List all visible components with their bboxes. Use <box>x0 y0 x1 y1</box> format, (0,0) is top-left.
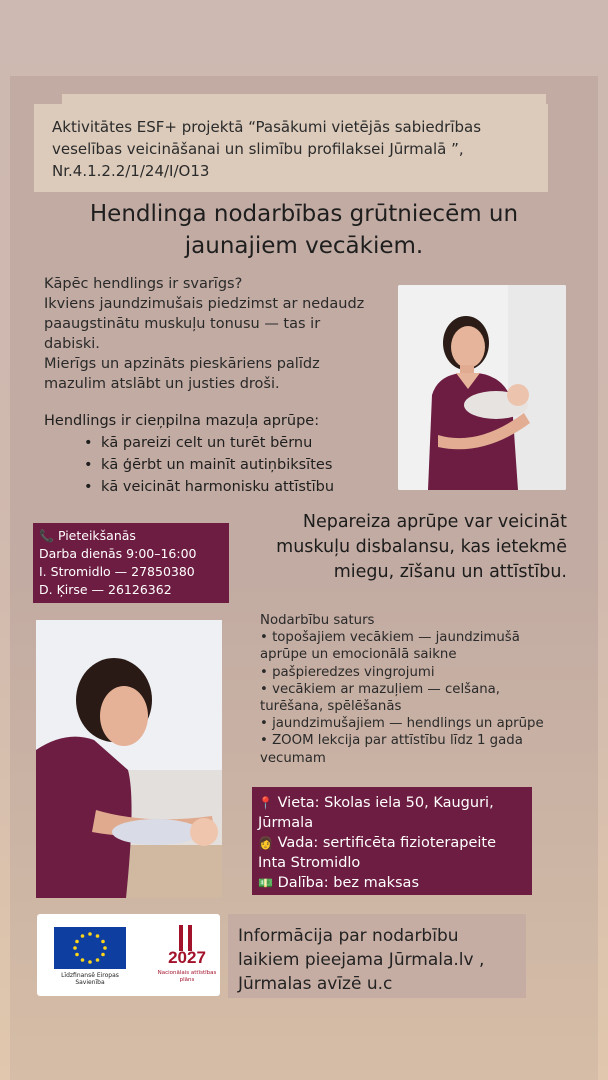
why-paragraph-1: Ikviens jaundzimušais piedzimst ar nedaudz paaugstinātu muskuļu tonusu — tas ir dabiski. <box>44 296 365 352</box>
info-text: Informācija par nodarbību laikiem pieejama Jūrmala.lv , Jūrmalas avīzē u.c <box>238 926 485 994</box>
content-heading: Nodarbību saturs <box>260 613 375 628</box>
eu-caption: Līdzfinansē Eiropas Savienība <box>61 972 119 986</box>
registration-contact-2: D. Ķirse — 26126362 <box>39 582 172 597</box>
venue-leader: Vada: sertificēta fizioterapeite Inta Stromidlo <box>258 835 497 871</box>
care-section <box>44 410 394 498</box>
registration-title: Pieteikšanās <box>57 528 136 543</box>
content-list <box>260 629 560 767</box>
eu-flag-logo <box>54 927 126 969</box>
person-icon: 👩 <box>258 836 273 850</box>
care-list <box>44 432 394 498</box>
venue-price-row <box>258 873 526 893</box>
registration-contact-1: I. Stromidlo — 27850380 <box>39 564 195 579</box>
content-item: • topošajiem vecākiem — jaundzimušā aprūpe un emocionālā saikne <box>260 630 520 663</box>
page-title: Hendlinga nodarbības grūtniecēm un jaunajiem vecākiem. <box>89 201 519 259</box>
phone-icon: 📞 <box>39 529 54 543</box>
nap-caption: Nacionālais attīstības plāns <box>157 970 217 983</box>
content-item: • vecākiem ar mazuļiem — celšana, turēšana, spēlēšanās <box>260 681 501 715</box>
why-section <box>44 274 380 394</box>
content-item: • pašpieredzes vingrojumi <box>260 664 435 680</box>
registration-box <box>33 523 229 603</box>
eu-stars-icon <box>54 927 126 969</box>
content-item: • ZOOM lekcija par attīstību līdz 1 gada vecumam <box>260 733 523 766</box>
care-item: • kā pareizi celt un turēt bērnu <box>44 432 394 454</box>
warning-text: Nepareiza aprūpe var veicināt muskuļu disbalansu, kas ietekmē miegu, zīšanu un attīstību. <box>276 512 567 582</box>
project-header <box>34 104 548 192</box>
venue-price: Dalība: bez maksas <box>277 875 420 891</box>
registration-hours: Darba dienās 9:00–16:00 <box>39 546 197 561</box>
care-heading: Hendlings ir cieņpilna mazuļa aprūpe: <box>44 413 320 429</box>
money-icon: 💵 <box>258 876 273 890</box>
venue-leader-row <box>258 833 526 873</box>
info-box <box>228 914 526 998</box>
photo-therapist-holding-baby <box>398 285 566 490</box>
photo-therapist-with-infant <box>36 620 222 898</box>
why-paragraph-2: Mierīgs un apzināts pieskāriens palīdz mazulim atslābt un justies droši. <box>44 356 320 392</box>
why-question: Kāpēc hendlings ir svarīgs? <box>44 276 243 292</box>
venue-box <box>252 787 532 895</box>
care-item: • kā ģērbt un mainīt autiņbiksītes <box>44 454 394 476</box>
logos-panel <box>37 914 220 996</box>
care-item: • kā veicināt harmonisku attīstību <box>44 476 394 498</box>
photo-illustration-1 <box>398 285 566 490</box>
registration-title-row <box>39 527 223 545</box>
content-item: • jaundzimušajiem — hendlings un aprūpe <box>260 716 544 732</box>
project-text: Aktivitātes ESF+ projektā “Pasākumi vietējās sabiedrības veselības veicināšanai un slimību profilaksei Jūrmalā ”, Nr.4.1.2.2/1/24/I/O13 <box>52 118 482 180</box>
nap-year: 2027 <box>168 948 206 967</box>
content-section <box>260 612 560 767</box>
location-pin-icon: 📍 <box>258 796 273 810</box>
photo-illustration-2 <box>36 620 222 898</box>
venue-location-row <box>258 793 526 833</box>
venue-location: Vieta: Skolas iela 50, Kauguri, Jūrmala <box>258 795 494 831</box>
